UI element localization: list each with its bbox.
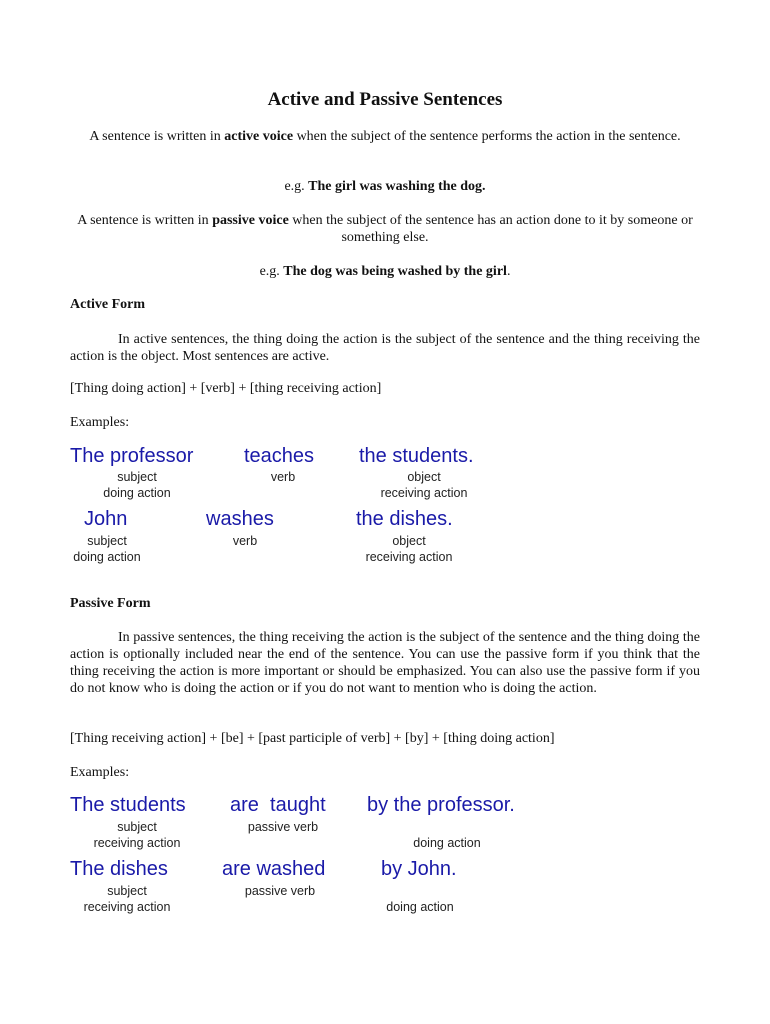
- definition-text: when the subject of the sentence performs the action in the sentence.: [293, 129, 681, 144]
- definition-text: A sentence is written in: [77, 213, 213, 228]
- active-form-heading: Active Form: [70, 297, 146, 312]
- label-receiving-action: receiving action: [365, 550, 453, 564]
- active-voice-definition: [70, 128, 700, 145]
- paragraph-text: In passive sentences, the thing receiving the action is the subject of the sentence and the thing doing the action is optionally included near the end of the sentence. You can use the passive form if you think that the thing receiving the action is more important or should be emphasized. You can also use the passive form if you do not know who is doing the action or if you do not want to mention who is doing the action.: [70, 630, 700, 696]
- label-verb: verb: [232, 534, 258, 548]
- example-prefix: e.g.: [259, 264, 284, 279]
- passive-examples-label: Examples:: [70, 765, 130, 780]
- example-subject: The professor: [70, 445, 194, 467]
- example-object: by the professor.: [367, 794, 515, 816]
- label-doing-action: doing action: [73, 550, 141, 564]
- label-doing-action: doing action: [103, 486, 171, 500]
- term-passive-voice: passive voice: [212, 213, 289, 228]
- example-suffix: .: [506, 264, 511, 279]
- label-subject: subject: [87, 534, 127, 548]
- definition-text: A sentence is written in: [89, 129, 225, 144]
- example-verb: washes: [206, 508, 274, 530]
- example-verb: are washed: [222, 858, 326, 880]
- example-verb: teaches: [244, 445, 315, 467]
- example-verb: are taught: [230, 794, 326, 816]
- passive-formula: [Thing receiving action] + [be] + [past participle of verb] + [by] + [thing doing action]: [70, 731, 555, 746]
- page-title: Active and Passive Sentences: [267, 89, 503, 110]
- label-receiving-action: receiving action: [380, 486, 468, 500]
- label-subject: subject: [117, 820, 157, 834]
- label-object: object: [392, 534, 426, 548]
- active-form-paragraph: [70, 331, 700, 365]
- passive-voice-definition: [70, 212, 700, 246]
- example-subject: The students: [70, 794, 186, 816]
- label-receiving-action: receiving action: [83, 900, 171, 914]
- example-prefix: e.g.: [284, 179, 309, 194]
- example-sentence: The girl was washing the dog.: [308, 179, 486, 194]
- label-object: object: [407, 470, 441, 484]
- label-subject: subject: [107, 884, 147, 898]
- label-doing-action: doing action: [386, 900, 454, 914]
- example-object: the dishes.: [356, 508, 453, 530]
- example-subject: The dishes: [70, 858, 168, 880]
- label-passive-verb: passive verb: [244, 884, 316, 898]
- passive-voice-example: [70, 263, 700, 280]
- label-verb: verb: [270, 470, 296, 484]
- label-doing-action: doing action: [413, 836, 481, 850]
- label-receiving-action: receiving action: [93, 836, 181, 850]
- example-object: the students.: [359, 445, 474, 467]
- active-examples-label: Examples:: [70, 415, 130, 430]
- active-formula: [Thing doing action] + [verb] + [thing receiving action]: [70, 381, 382, 396]
- paragraph-text: In active sentences, the thing doing the action is the subject of the sentence and the thing receiving the action is the object. Most sentences are active.: [70, 332, 700, 364]
- passive-form-heading: Passive Form: [70, 596, 151, 611]
- definition-text: when the subject of the sentence has an action done to it by someone or something else.: [288, 213, 693, 245]
- example-subject: John: [84, 508, 128, 530]
- passive-form-paragraph: [70, 629, 700, 697]
- label-passive-verb: passive verb: [247, 820, 319, 834]
- active-voice-example: [70, 178, 700, 195]
- example-object: by John.: [381, 858, 457, 880]
- example-sentence: The dog was being washed by the girl: [283, 264, 507, 279]
- term-active-voice: active voice: [224, 129, 294, 144]
- label-subject: subject: [117, 470, 157, 484]
